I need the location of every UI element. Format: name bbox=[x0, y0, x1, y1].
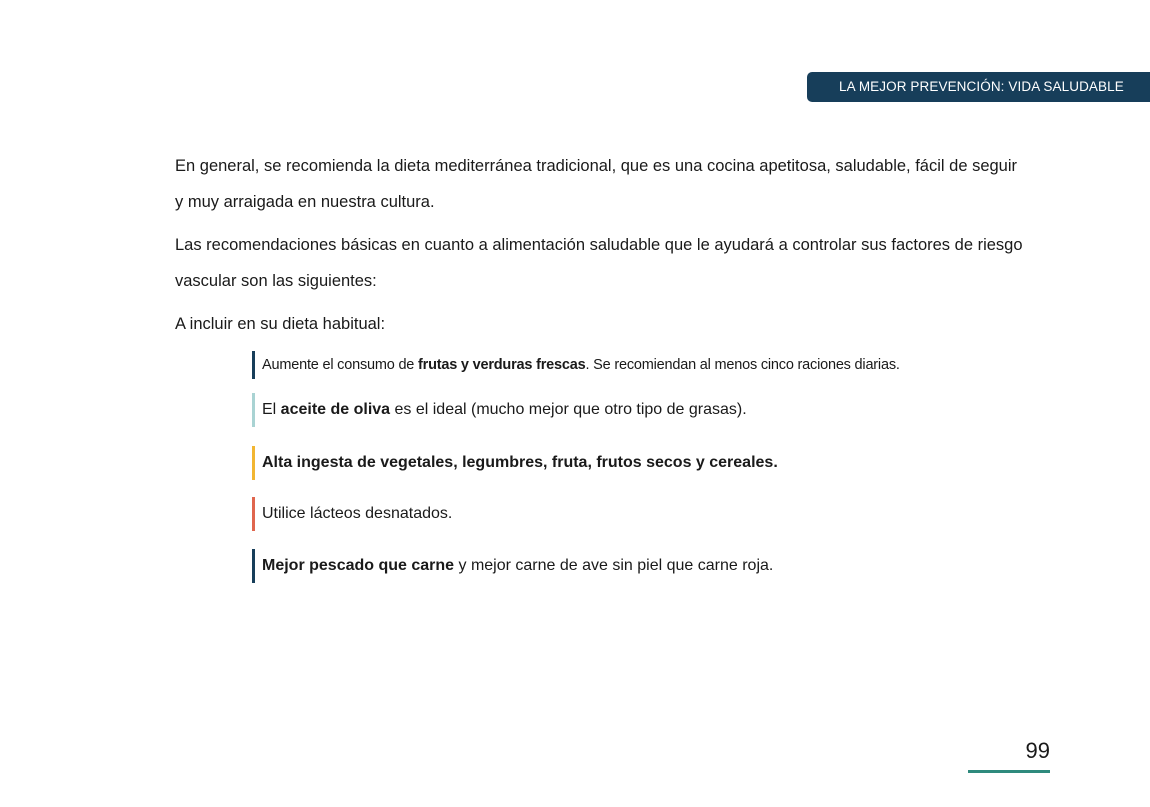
list-item bbox=[252, 497, 1072, 531]
page-number-rule bbox=[968, 770, 1050, 773]
list-item bbox=[252, 446, 1072, 480]
section-header-title: LA MEJOR PREVENCIÓN: VIDA SALUDABLE bbox=[839, 79, 1124, 94]
list-item-text bbox=[262, 497, 452, 531]
list-item-text-pre: Utilice lácteos desnatados. bbox=[262, 505, 453, 522]
list-item-text-pre: Aumente el consumo de bbox=[262, 357, 418, 373]
list-item-text-pre: El bbox=[262, 401, 281, 418]
list-item bbox=[252, 348, 1072, 382]
list-item-text-post: y mejor carne de ave sin piel que carne roja. bbox=[454, 557, 774, 574]
list-item-color-bar bbox=[252, 497, 255, 531]
list-item-text bbox=[262, 549, 773, 583]
list-item-color-bar bbox=[252, 351, 255, 379]
list-item-color-bar bbox=[252, 446, 255, 480]
list-item-text-post: es el ideal (mucho mejor que otro tipo de grasas). bbox=[390, 401, 747, 418]
list-item-text bbox=[262, 393, 747, 427]
list-item-text-bold: Alta ingesta de vegetales, legumbres, fruta, frutos secos y cereales. bbox=[262, 454, 778, 471]
section-header-banner bbox=[807, 72, 1150, 102]
list-item-text bbox=[262, 446, 778, 480]
list-item-text-bold: Mejor pescado que carne bbox=[262, 557, 455, 574]
list-item-text-bold: frutas y verduras frescas bbox=[418, 357, 586, 373]
list-item-color-bar bbox=[252, 393, 255, 427]
list-item bbox=[252, 393, 1072, 427]
page-number: 99 bbox=[1025, 738, 1050, 763]
intro-paragraph: En general, se recomienda la dieta mediterránea tradicional, que es una cocina apetitosa, saludable, fácil de seguir y muy arraigada en nuestra cultura. bbox=[175, 157, 1018, 211]
include-in-diet-paragraph: A incluir en su dieta habitual: bbox=[175, 315, 386, 333]
list-item bbox=[252, 549, 1072, 583]
recommendations-paragraph: Las recomendaciones básicas en cuanto a alimentación saludable que le ayudará a controlar sus factores de riesgo vascular son las siguientes: bbox=[175, 236, 1023, 290]
list-item-text-post: . Se recomiendan al menos cinco raciones diarias. bbox=[585, 357, 900, 373]
list-item-color-bar bbox=[252, 549, 255, 583]
list-item-text-bold: aceite de oliva bbox=[280, 401, 391, 418]
list-item-text bbox=[262, 348, 900, 382]
